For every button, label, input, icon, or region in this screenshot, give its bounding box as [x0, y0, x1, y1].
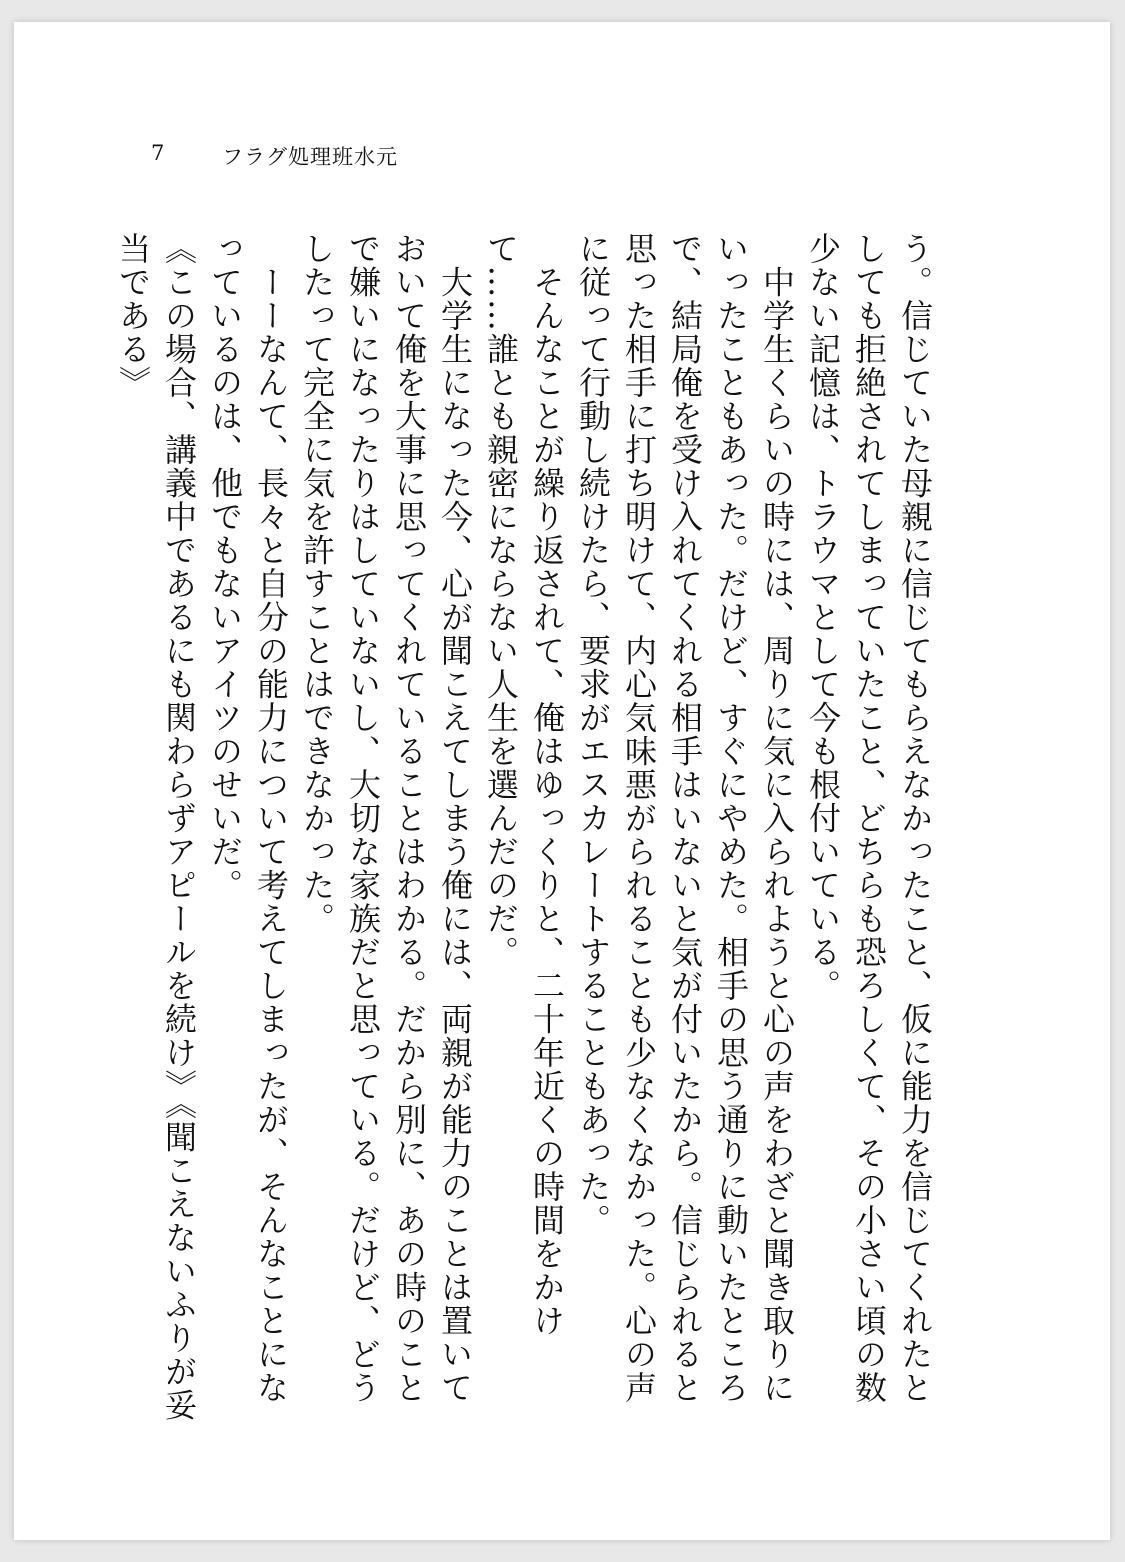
paragraph: 大学生になった今、心が聞こえてしまう俺には、両親が能力のことは置いておいて俺を大事に思ってくれていることはわかる。だから別に、あの時のことで嫌いになったりはしていないし、大切な家族だと思っている。だけど、どうしたって完全に気を許すことはできなかった。 [298, 232, 474, 1405]
paragraph: 中学生くらいの時には、周りに気に入られようと心の声をわざと聞き取りにいったこともあった。だけど、すぐにやめた。相手の思う通りに動いたところで、結局俺を受け入れてくれる相手はいないと気が付いたから。信じられると思った相手に打ち明けて、内心気味悪がられることも少なくなかった。心の声に従って行動し続けたら、要求がエスカレートすることもあった。 [574, 232, 796, 1405]
paragraph: 《この場合、講義中であるにも関わらずアピールを続け》《聞こえないふりが妥当である》 [114, 232, 198, 1422]
chapter-title: フラグ処理班水元 [222, 145, 398, 169]
book-page [14, 22, 1110, 1540]
paragraph: ーーなんて、長々と自分の能力について考えてしまったが、そんなことになっているのは、他でもないアイツのせいだ。 [206, 232, 290, 1405]
page-number: 7 [151, 141, 165, 165]
vertical-body-text [110, 232, 938, 1427]
page-header [14, 141, 1110, 181]
paragraph: そんなことが繰り返されて、俺はゆっくりと、二十年近くの時間をかけて……誰とも親密にならない人生を選んだのだ。 [482, 232, 566, 1338]
paragraph: う。信じていた母親に信じてもらえなかったこと、仮に能力を信じてくれたとしても拒絶されてしまっていたこと、どちらも恐ろしくて、その小さい頃の数少ない記憶は、トラウマとして今も根付いている。 [804, 232, 934, 1405]
